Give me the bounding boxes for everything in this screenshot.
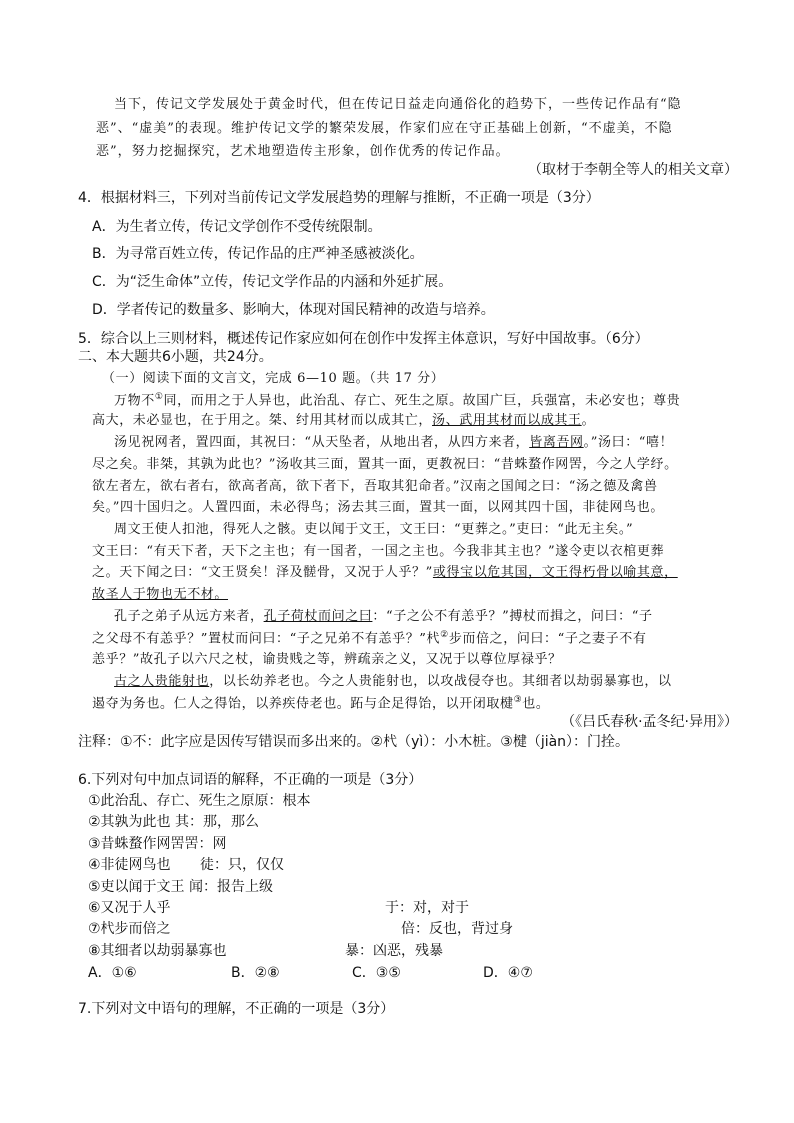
classical-p2-line-3: 欲左者左，欲右者右，欲高者高，欲下者下，吾取其犯命者。”汉南之国闻之曰：“汤之德及禽兽 (92, 479, 658, 494)
q6-option-a: A．①⑥ (88, 965, 137, 981)
q7-stem: 7.下列对文中语句的理解，不正确的一项是（3分） (78, 1001, 395, 1017)
classical-source: （《吕氏春秋·孟冬纪·异用》） (561, 714, 738, 730)
q4-option-a: A．为生者立传，传记文学创作不受传统限制。 (92, 219, 382, 235)
material3-line-3: 恶”，努力挖掘探究，艺术地塑造传主形象，创作优秀的传记作品。 (96, 144, 510, 159)
q4-option-b: B．为寻常百姓立传，传记作品的庄严神圣感被淡化。 (92, 246, 424, 262)
classical-p2-line-2: 尽之矣。非桀，其孰为此也？”汤收其三面，置其一面，更教祝曰：“昔蛛蝥作网罟，今之人学纾。 (92, 457, 678, 472)
q4-stem: 4．根据材料三，下列对当前传记文学发展趋势的理解与推断，不正确一项是（3分） (78, 190, 600, 206)
classical-p4-line-3: 恙乎？”故孔子以六尺之杖，谕贵贱之等，辨疏亲之义，又况于以尊位厚禄乎？ (92, 652, 562, 667)
section2-title: 二、本大题共6小题，共24分。 (78, 349, 273, 365)
q6-options (88, 966, 794, 980)
material3-line-2: 恶”、“虚美”的表现。维护传记文学的繁荣发展，作家们应在守正基础上创新，“不虚美，不隐 (96, 121, 673, 136)
q6-stem: 6.下列对句中加点词语的解释，不正确的一项是（3分） (78, 772, 423, 788)
classical-p2-line-4: 矣。”四十国归之。人置四面，未必得鸟；汤去其三面，置其一面，以网其四十国，非徒网鸟也。 (92, 500, 664, 515)
q6-item-5: ⑤吏以闻于文王 闻：报告上级 (88, 879, 274, 895)
classical-p2-line-1: 汤见祝网者，置四面，其祝曰：“从天坠者，从地出者，从四方来者，皆离吾网。”汤曰：“嘻！ (114, 435, 674, 450)
q6-item-7: ⑦杙步而倍之 倍：反也，背过身 (88, 921, 513, 937)
classical-p1-line-1: 万物不①同，而用之于人异也，此治乱、存亡、死生之原。故国广巨，兵强富，未必安也；尊贵 (114, 392, 681, 409)
classical-p3-line-2: 文王曰：“有天下者，天下之主也；有一国者，一国之主也。今我非其主也？”遂令吏以衣棺更葬 (92, 544, 665, 559)
classical-p3-line-1: 周文王使人扣池，得死人之骸。吏以闻于文王，文王曰：“更葬之。”吏曰：“此无主矣。” (114, 522, 634, 537)
q6-item-4: ④非徒网鸟也 徒：只，仅仅 (88, 857, 284, 873)
annotations: 注释：①不：此字应是因传写错误而多出来的。②杙（yì）：小木桩。③楗（jiàn）：门拴。 (78, 734, 630, 750)
classical-p3-line-4: 故圣人于物也无不材。 (92, 587, 229, 602)
classical-p3-line-3: 之。天下闻之曰：“文王贤矣！泽及髊骨，又况于人乎？”或得宝以危其国，文王得朽骨以喻其意， (92, 565, 678, 580)
q6-option-b: B．②⑧ (231, 965, 280, 981)
q6-item-8: ⑧其细者以劫弱暴寡也 暴：凶恶，残暴 (88, 943, 443, 959)
q6-item-2: ②其孰为此也 其：那，那么 (88, 814, 260, 830)
classical-p5-line-2: 遏夺为务也。仁人之得饴，以养疾侍老也。跖与企足得饴，以开闭取楗③也。 (92, 695, 550, 712)
q4-option-d: D．学者传记的数量多、影响大，体现对国民精神的改造与培养。 (92, 302, 495, 318)
material3-line-1: 当下，传记文学发展处于黄金时代，但在传记日益走向通俗化的趋势下，一些传记作品有“隐 (114, 97, 682, 112)
classical-p5-line-1: 古之人贵能射也，以长幼养老也。今之人贵能射也，以攻战侵夺也。其细者以劫弱暴寡也，以 (114, 674, 672, 689)
q6-option-c: C．③⑤ (352, 965, 401, 981)
q6-item-3: ③昔蛛蝥作网罟罟：网 (88, 836, 227, 852)
q6-item-6: ⑥又况于人乎 于：对，对于 (88, 900, 469, 916)
q6-item-1: ①此治乱、存亡、死生之原原：根本 (88, 793, 311, 809)
q4-option-c: C．为“泛生命体”立传，传记文学作品的内涵和外延扩展。 (92, 274, 453, 290)
classical-p4-line-1: 孔子之弟子从远方来者，孔子荷杖而问之曰：“子之公不有恙乎？”搏杖而揖之，问曰：“子 (114, 609, 653, 624)
classical-p1-line-2: 高大，未必显也，在于用之。桀、纣用其材而以成其亡，汤、武用其材而以成其王。 (92, 413, 596, 428)
section2-subtitle: （一）阅读下面的文言文，完成 6—10 题。（共 17 分） (102, 371, 445, 386)
classical-p4-line-2: 之父母不有恙乎？”置杖而问曰：“子之兄弟不有恙乎？”杙②步而倍之，问曰：“子之妻子不有 (92, 630, 647, 647)
material3-source: （取材于李朝全等人的相关文章） (528, 162, 738, 178)
q6-option-d: D．④⑦ (483, 965, 533, 981)
q5-stem: 5．综合以上三则材料，概述传记作家应如何在创作中发挥主体意识，写好中国故事。（6分） (78, 331, 649, 347)
